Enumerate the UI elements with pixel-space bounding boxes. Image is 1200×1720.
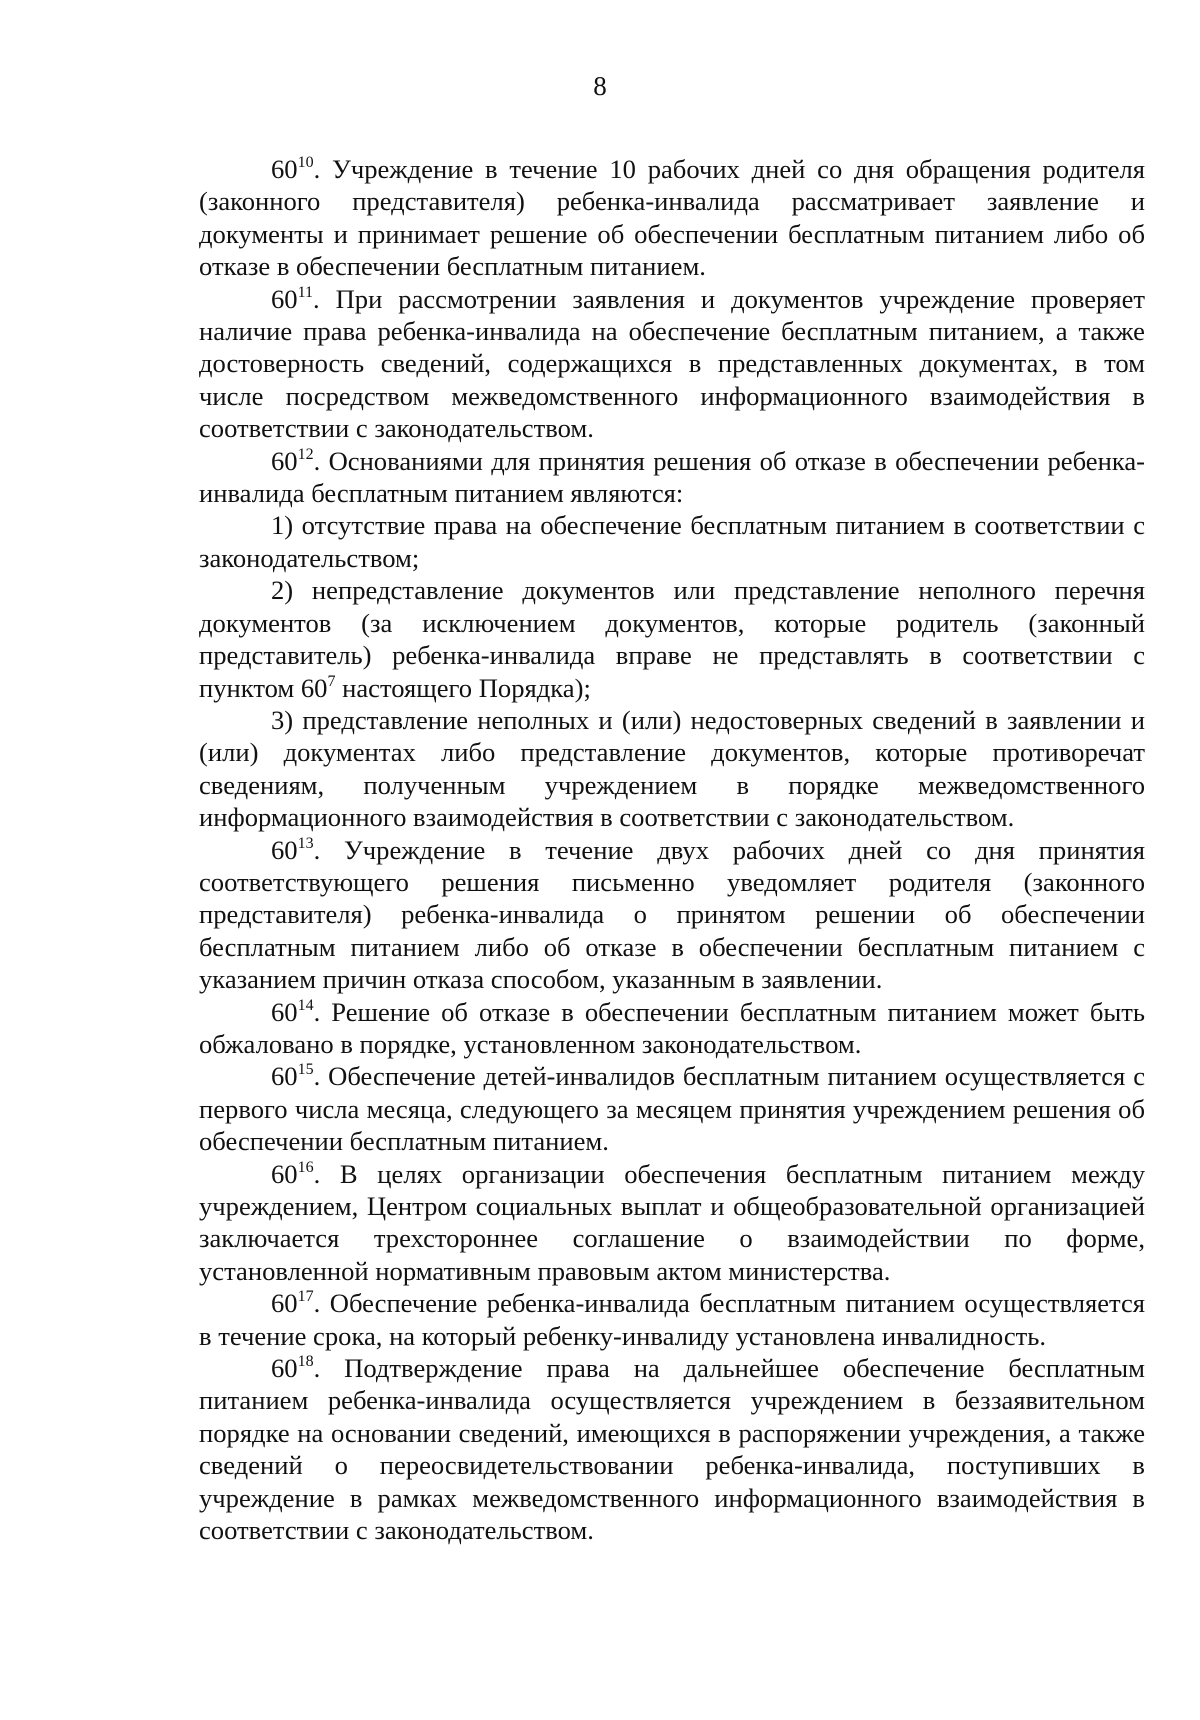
- paragraph-60-10: $60^{10}$. Учреждение в течение 10 рабочих дней со дня обращения родителя (законного представителя) ребенка-инвалида рассматривает заявление и документы и принимает решение об обеспечении бесплатным питанием либо об отказе в обеспечении бесплатным питанием.: [199, 154, 1145, 282]
- paragraph-60-13: $60^{13}$. Учреждение в течение двух рабочих дней со дня принятия соответствующего решения письменно уведомляет родителя (законного представителя) ребенка-инвалида о принятом решении об обеспечении бесплатным питанием либо об отказе в обеспечении бесплатным питанием с указанием причин отказа способом, указанным в заявлении.: [199, 834, 1145, 995]
- paragraph-60-12: $60^{12}$. Основаниями для принятия решения об отказе в обеспечении ребенка-инвалида бесплатным питанием являются:: [199, 445, 1145, 509]
- list-item-1: 1) отсутствие права на обеспечение бесплатным питанием в соответствии с законодательством;: [199, 510, 1145, 573]
- list-item-3: 3) представление неполных и (или) недостоверных сведений в заявлении и (или) документах либо представление документов, которые противоречат сведениям, полученным учреждением в порядке межведомственного информационного взаимодействия в соответствии с законодательством.: [199, 704, 1145, 833]
- document-body: [199, 153, 1145, 1546]
- paragraph-60-18: $60^{18}$. Подтверждение права на дальнейшее обеспечение бесплатным питанием ребенка-инвалида осуществляется учреждением в беззаявительном порядке на основании сведений, имеющихся в распоряжении учреждения, а также сведений о переосвидетельствовании ребенка-инвалида, поступивших в учреждение в рамках межведомственного информационного взаимодействия в соответствии с законодательством.: [199, 1353, 1145, 1546]
- paragraph-60-14: $60^{14}$. Решение об отказе в обеспечении бесплатным питанием может быть обжаловано в порядке, установленном законодательством.: [199, 996, 1145, 1059]
- paragraph-60-11: $60^{11}$. При рассмотрении заявления и документов учреждение проверяет наличие права ребенка-инвалида на обеспечение бесплатным питанием, а также достоверность сведений, содержащихся в представленных документах, в том числе посредством межведомственного информационного взаимодействия в соответствии с законодательством.: [199, 283, 1145, 444]
- paragraph-60-17: $60^{17}$. Обеспечение ребенка-инвалида бесплатным питанием осуществляется в течение срока, на который ребенку-инвалиду установлена инвалидность.: [199, 1288, 1145, 1351]
- paragraph-60-16: $60^{16}$. В целях организации обеспечения бесплатным питанием между учреждением, Центром социальных выплат и общеобразовательной организацией заключается трехстороннее соглашение о взаимодействии по форме, установленной нормативным правовым актом министерства.: [199, 1158, 1145, 1286]
- page-number: 8: [593, 71, 607, 101]
- paragraph-60-15: $60^{15}$. Обеспечение детей-инвалидов бесплатным питанием осуществляется с первого числа месяца, следующего за месяцем принятия учреждением решения об обеспечении бесплатным питанием.: [199, 1061, 1145, 1157]
- list-item-2: 2) непредставление документов или представление неполного перечня документов (за исключением документов, которые родитель (законный представитель) ребенка-инвалида вправе не представлять в соответствии с пунктом $60^7$ настоящего Порядка);: [199, 575, 1145, 703]
